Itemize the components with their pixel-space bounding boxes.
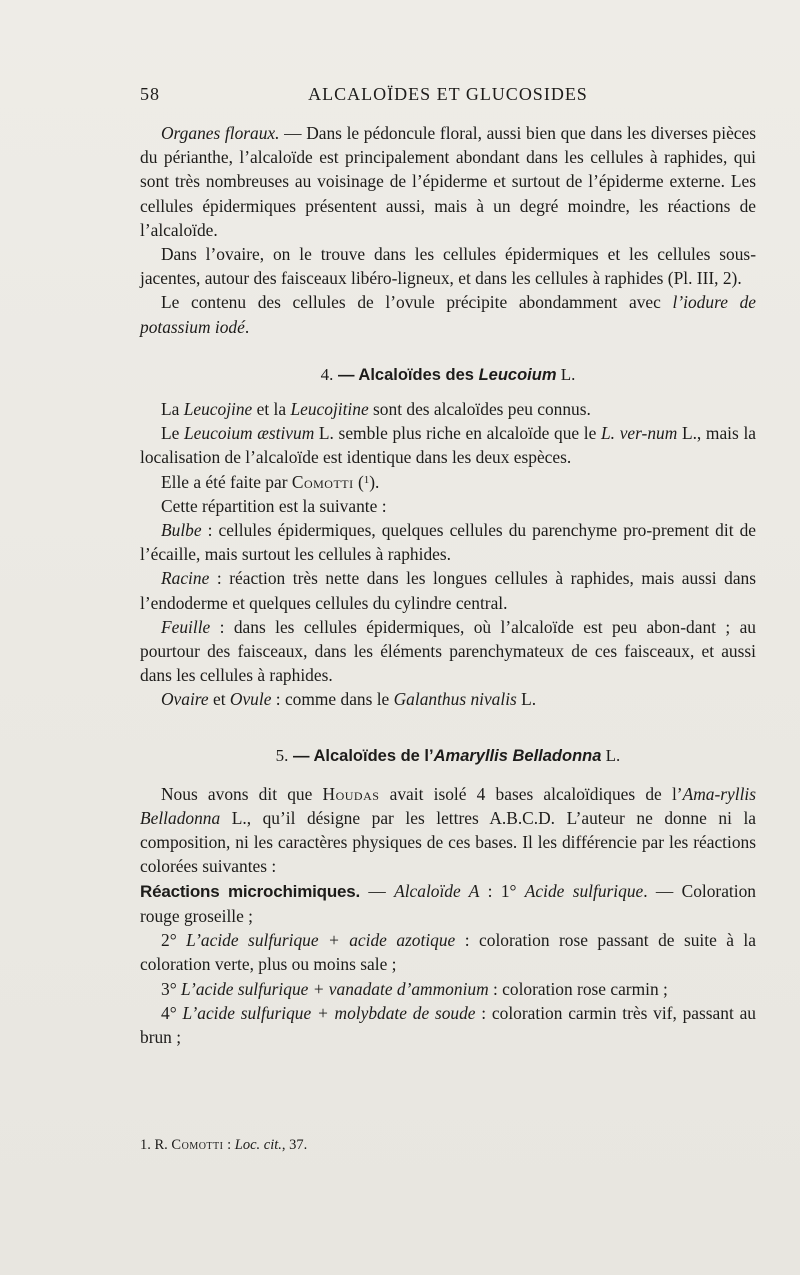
paragraph-ovaire: Dans l’ovaire, on le trouve dans les cellules épidermiques et les cellules sous-jacentes, autour des faisceaux libéro-ligneux, et dans les cellules à raphides (Pl. III, 2). <box>140 244 756 289</box>
page-header <box>140 84 756 108</box>
main-text <box>140 121 756 1049</box>
section-heading-4: 4. — Alcaloïdes des Leucoium L. <box>320 364 576 384</box>
section-heading-5: 5. — Alcaloïdes de l’Amaryllis Belladonna L. <box>275 745 621 765</box>
paragraph-reaction-2: 2° L’acide sulfurique + acide azotique : coloration rose passant de suite à la coloration verte, plus ou moins sale ; <box>140 930 756 975</box>
paragraph-ovule: Le contenu des cellules de l’ovule précipite abondamment avec l’iodure de potassium iodé. <box>140 292 756 337</box>
paragraph-leucojine: La Leucojine et la Leucojitine sont des alcaloïdes peu connus. <box>161 399 591 420</box>
subsection-label: Organes floraux. <box>161 123 280 143</box>
paragraph-reaction-4: 4° L’acide sulfurique + molybdate de soude : coloration carmin très vif, passant au brun ; <box>140 1002 756 1047</box>
page-number: 58 <box>140 84 160 104</box>
reagent-name: l’iodure de potassium iodé <box>140 292 756 337</box>
running-title: ALCALOÏDES ET GLUCOSIDES <box>308 84 588 104</box>
run-in-heading: Réactions microchimiques. <box>140 881 361 901</box>
footnote-ref[interactable]: 1 <box>363 473 370 486</box>
paragraph-racine: Racine : réaction très nette dans les longues cellules à raphides, mais aussi dans l’endoderme et quelques cellules du cylindre central. <box>140 568 756 613</box>
paragraph-reaction-3: 3° L’acide sulfurique + vanadate d’ammonium : coloration rose carmin ; <box>161 978 668 999</box>
author-name: Comotti <box>171 1137 224 1153</box>
paragraph-bulbe: Bulbe : cellules épidermiques, quelques cellules du parenchyme pro-prement dit de l’écaille, mais surtout les cellules à raphides. <box>140 520 756 565</box>
author-name: Houdas <box>322 783 380 804</box>
paragraph-feuille: Feuille : dans les cellules épidermiques, où l’alcaloïde est peu abon-dant ; au pourtour des faisceaux, dans les éléments parenchymateux de ces faisceaux, et aussi dans les cellules à raphides. <box>140 616 756 686</box>
paragraph-repartition: Cette répartition est la suivante : <box>161 495 387 516</box>
author-name: Comotti <box>291 471 354 492</box>
paragraph-reaction-1: Réactions microchimiques. — Alcaloïde A : 1° Acide sulfurique. — Coloration rouge groseille ; <box>140 880 756 926</box>
paragraph-houdas: Nous avons dit que Houdas avait isolé 4 bases alcaloïdiques de l’Ama-ryllis Belladonna L., qu’il désigne par les lettres A.B.C.D. L’auteur ne donne ni la composition, ni les caractères physiques de ces bases. Il les différencie par les réactions colorées suivantes : <box>140 783 756 877</box>
paragraph-comotti: Elle a été faite par Comotti ($^1$). <box>161 471 380 492</box>
footnote: 1. R. Comotti : Loc. cit., 37. <box>140 1137 308 1153</box>
paragraph-ovaire-ovule: Ovaire et Ovule : comme dans le Galanthus nivalis L. <box>161 689 537 710</box>
paragraph-leucoium-aestivum: Le Leucoium æstivum L. semble plus riche en alcaloïde que le L. ver-num L., mais la localisation de l’alcaloïde est identique dans les deux espèces. <box>140 423 756 468</box>
paragraph-organes-floraux: Organes floraux. — Dans le pédoncule floral, aussi bien que dans les diverses pièces du périanthe, l’alcaloïde est principalement abondant dans les cellules à raphides, qui sont très nombreuses au voisinage de l’épiderme et surtout de l’épiderme externe. Les cellules épidermiques présentent aussi, mais à un degré moindre, les réactions de l’alcaloïde. <box>140 123 756 240</box>
